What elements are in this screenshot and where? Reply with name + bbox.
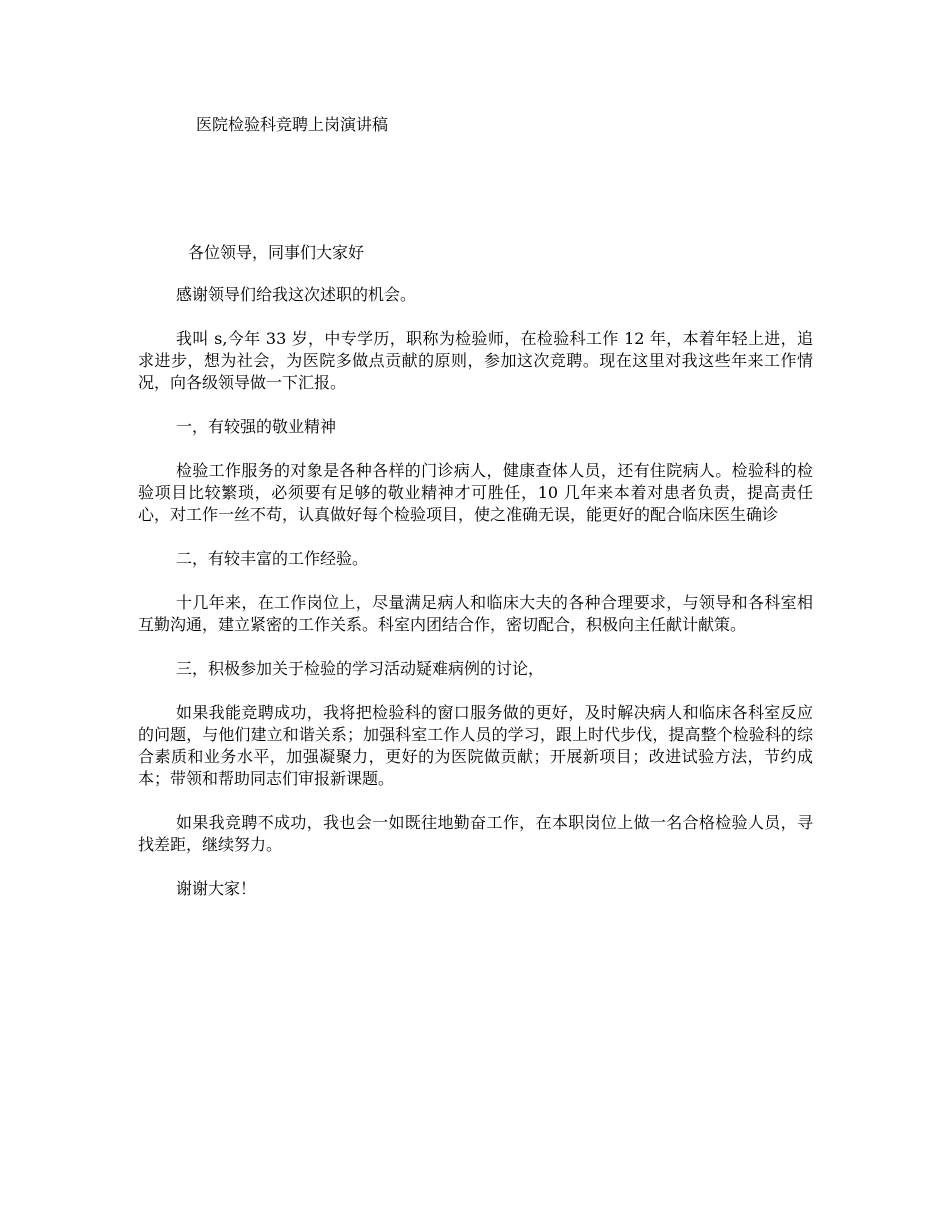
heading-experience: 二，有较丰富的工作经验。: [176, 549, 369, 568]
greeting-line: 各位领导，同事们大家好: [188, 243, 365, 262]
paragraph-thanks: 感谢领导们给我这次述职的机会。: [176, 285, 417, 304]
closing-thanks: 谢谢大家！: [176, 879, 257, 898]
heading-dedication: 一，有较强的敬业精神: [176, 417, 337, 436]
heading-learning: 三，积极参加关于检验的学习活动疑难病例的讨论，: [176, 659, 545, 678]
paragraph-introduction: 我叫 s,今年 33 岁，中专学历，职称为检验师，在检验科工作 12 年，本着年轻上进，追求进步，想为社会，为医院多做点贡献的原则，参加这次竞聘。现在这里对我这些年来工作情况，向各级领导做一下汇报。: [138, 329, 813, 392]
paragraph-experience: 十几年来，在工作岗位上，尽量满足病人和临床大夫的各种合理要求，与领导和各科室相互勤沟通，建立紧密的工作关系。科室内团结合作，密切配合，积极向主任献计献策。: [138, 593, 813, 634]
paragraph-if-successful: 如果我能竞聘成功，我将把检验科的窗口服务做的更好，及时解决病人和临床各科室反应的问题，与他们建立和谐关系；加强科室工作人员的学习，跟上时代步伐，提高整个检验科的综合素质和业务水平，加强凝聚力，更好的为医院做贡献；开展新项目；改进试验方法，节约成本；带领和帮助同志们审报新课题。: [138, 703, 813, 788]
document-title: 医院检验科竞聘上岗演讲稿: [196, 115, 389, 134]
paragraph-if-unsuccessful: 如果我竞聘不成功，我也会一如既往地勤奋工作，在本职岗位上做一名合格检验人员，寻找差距，继续努力。: [138, 813, 813, 854]
document-body: [138, 284, 813, 922]
paragraph-dedication: 检验工作服务的对象是各种各样的门诊病人，健康查体人员，还有住院病人。检验科的检验项目比较繁琐，必须要有足够的敬业精神才可胜任，10 几年来本着对患者负责，提高责任心，对工作一丝不苟，认真做好每个检验项目，使之准确无误，能更好的配合临床医生确诊: [138, 461, 813, 524]
